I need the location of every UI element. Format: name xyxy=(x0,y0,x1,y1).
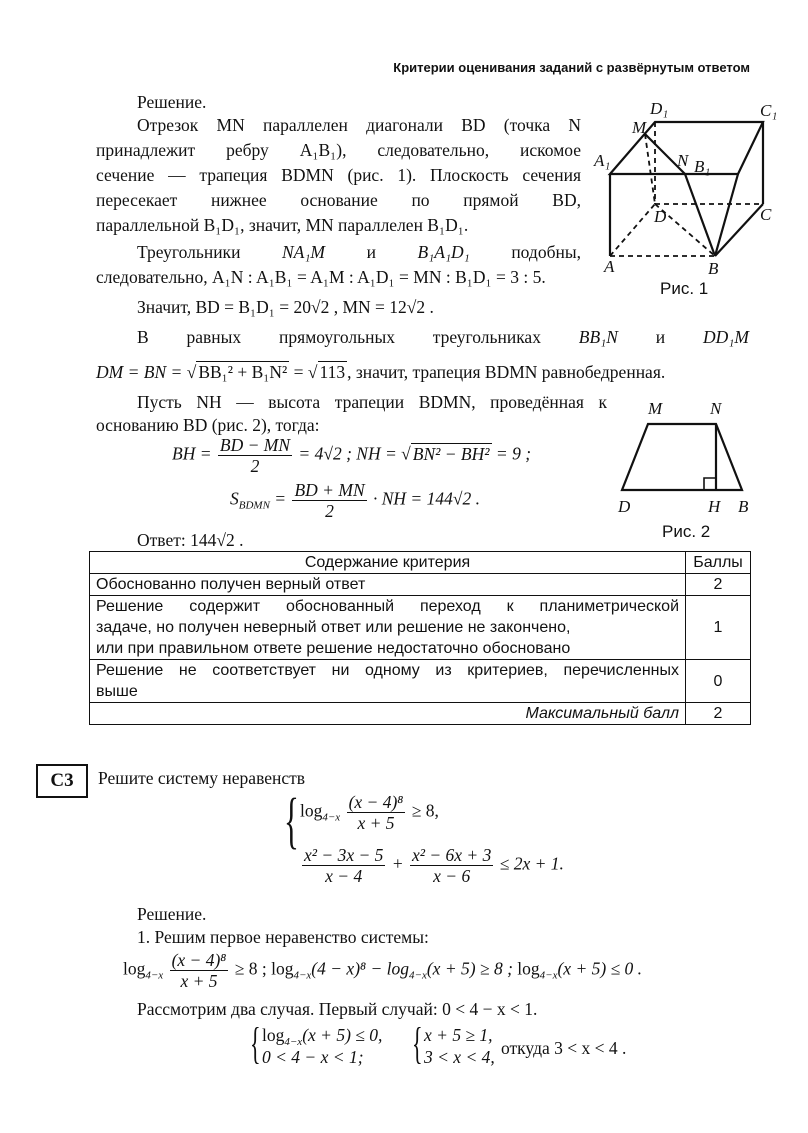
plus: + xyxy=(391,853,404,874)
label-a1: A₁ xyxy=(594,151,611,170)
section-md xyxy=(645,134,655,204)
figure2-trapezoid xyxy=(612,396,762,518)
label-n: N xyxy=(677,151,689,170)
fraction-num: BD − MN xyxy=(219,435,291,455)
task-c3-label: С3 xyxy=(36,764,88,798)
part: (x + 5) ≥ 8 ; xyxy=(426,958,513,979)
page-header: Критерии оценивания заданий с развёрнутым ответом xyxy=(393,60,750,75)
label-d: D xyxy=(654,207,667,226)
right-angle-mark xyxy=(704,478,716,490)
sqrt-sign: √ xyxy=(307,362,318,382)
fraction-den: x − 4 xyxy=(325,866,363,886)
equals: = xyxy=(274,488,287,509)
sqrt-sign: √ xyxy=(186,362,197,382)
formula-rhs: · NH = 144√2 . xyxy=(373,488,480,509)
para4-word: треугольниках xyxy=(432,327,541,347)
part: (x + 5) ≤ 0 . xyxy=(557,958,643,979)
figure2-caption: Рис. 2 xyxy=(662,522,711,541)
log-base: 4−x xyxy=(145,969,164,982)
table-header-row xyxy=(90,552,751,574)
formula-area xyxy=(230,480,480,521)
fraction-num: x² − 6x + 3 xyxy=(411,845,492,865)
fraction xyxy=(218,435,292,476)
formula-end: = 9 ; xyxy=(495,443,532,464)
para2-word: B₁A₁D₁ xyxy=(417,242,470,262)
fraction-den: x + 5 xyxy=(180,971,218,991)
label-c: C xyxy=(760,205,772,224)
log-base: 4−x xyxy=(293,969,312,982)
label-a: A xyxy=(604,257,615,276)
criterion-points: 0 xyxy=(686,660,751,703)
sqrt-sign: √ xyxy=(401,443,411,464)
criterion-text: Обоснованно получен верный ответ xyxy=(90,574,686,596)
part: (x + 5) ≤ 0, xyxy=(302,1025,383,1045)
edge-ad xyxy=(610,204,655,256)
fraction xyxy=(302,845,385,886)
part: ≥ 8 ; xyxy=(234,958,267,979)
section-nb xyxy=(685,174,715,256)
header-points: Баллы xyxy=(686,552,751,574)
c3-solution-label: Решение. xyxy=(137,904,207,924)
system-ineq1 xyxy=(300,792,439,833)
label-h: H xyxy=(708,497,721,516)
area-symbol: S xyxy=(230,488,239,509)
para5-line2: основанию BD (рис. 2), тогда: xyxy=(96,415,320,435)
log: log xyxy=(271,958,294,979)
fraction-num: BD + MN xyxy=(294,480,365,500)
case1-line1 xyxy=(262,1024,382,1046)
fraction-num: x² − 3x − 5 xyxy=(304,845,384,865)
para2-word: Треугольники xyxy=(137,242,241,262)
system-brace: { xyxy=(284,787,299,855)
table-row xyxy=(90,574,751,596)
answer: Ответ: 144√2 . xyxy=(137,530,244,550)
para2-line1 xyxy=(137,240,581,265)
table-row xyxy=(90,660,751,703)
equals: = xyxy=(289,362,308,382)
criterion-text xyxy=(90,596,686,660)
case-system-1 xyxy=(262,1024,382,1068)
sqrt-radicand-113: 113 xyxy=(319,362,346,382)
figure1-caption: Рис. 1 xyxy=(660,279,709,298)
fraction xyxy=(292,480,366,521)
ineq-rhs: ≤ 2x + 1. xyxy=(499,853,564,874)
fraction xyxy=(347,792,406,833)
para2-word: NA₁M xyxy=(281,242,326,262)
para2-line2: следовательно, A₁N : A₁B₁ = A₁M : A₁D₁ = MN : B₁D₁ = 3 : 5. xyxy=(96,267,546,287)
c3-line-a xyxy=(123,950,642,991)
para4-word: равных xyxy=(186,327,242,347)
log: log xyxy=(123,958,146,979)
para2-word: подобны, xyxy=(511,242,581,262)
isosceles-conclusion: , значит, трапеция BDMN равнобедренная. xyxy=(347,362,666,382)
c3-conclusion: откуда 3 < x < 4 . xyxy=(501,1038,627,1058)
fraction-den: 2 xyxy=(325,501,334,521)
trapezoid-bdmn xyxy=(622,424,742,490)
sqrt-radicand: BB₁² + B₁N² xyxy=(198,362,288,382)
label-d: D xyxy=(618,497,631,516)
para4-word: DD₁M xyxy=(703,327,749,347)
table-row xyxy=(90,596,751,660)
log: log xyxy=(517,958,540,979)
fraction-den: x − 6 xyxy=(433,866,471,886)
label-c1: C₁ xyxy=(760,101,778,120)
table-total-row xyxy=(90,703,751,725)
log-base: 4−x xyxy=(322,811,341,824)
para1-line2: принадлежит ребру A₁B₁), следовательно, искомое xyxy=(96,140,581,160)
para4-word: В xyxy=(137,327,149,347)
para1-line3: сечение — трапеция BDMN (рис. 1). Плоскость сечения xyxy=(96,165,581,185)
case2-line1: x + 5 ≥ 1, xyxy=(424,1025,493,1045)
log: log xyxy=(262,1025,285,1045)
case1-line2: 0 < 4 − x < 1; xyxy=(262,1047,364,1067)
log-base: 4−x xyxy=(539,969,558,982)
task-c3-prompt: Решите систему неравенств xyxy=(98,768,306,788)
formula-lhs: BH = xyxy=(172,443,212,464)
para5-line1: Пусть NH — высота трапеции BDMN, проведённая к xyxy=(137,392,607,412)
criterion-line: Решение содержит обоснованный переход к планиметрической xyxy=(96,598,679,615)
c3-cases: Рассмотрим два случая. Первый случай: 0 < 4 − x < 1. xyxy=(137,999,538,1019)
total-points: 2 xyxy=(686,703,751,725)
log-base: 4−x xyxy=(409,969,427,982)
para4-word: BB₁N xyxy=(578,327,618,347)
case-brace-1: { xyxy=(250,1019,261,1068)
formula-mid: = 4√2 ; NH = xyxy=(298,443,397,464)
criterion-points: 2 xyxy=(686,574,751,596)
c3-step1: 1. Решим первое неравенство системы: xyxy=(137,927,429,947)
para1-line5: параллельной B₁D₁, значит, MN параллелен B₁D₁. xyxy=(96,215,469,235)
ineq-rhs: ≥ 8, xyxy=(411,800,439,821)
para4-word: прямоугольных xyxy=(279,327,395,347)
criterion-line: выше xyxy=(96,683,138,700)
formula-bh-nh xyxy=(172,435,531,476)
figure1-prism xyxy=(590,96,790,282)
solution-label: Решение. xyxy=(137,92,207,112)
fraction xyxy=(410,845,493,886)
case-brace-2: { xyxy=(412,1019,423,1068)
criterion-text xyxy=(90,660,686,703)
para3: Значит, BD = B₁D₁ = 20√2 , MN = 12√2 . xyxy=(137,297,434,317)
label-m: M xyxy=(632,118,647,137)
para2-word: и xyxy=(366,242,376,262)
label-b: B xyxy=(708,259,719,278)
dm-bn-expr: DM = BN = xyxy=(96,362,187,382)
header-content: Содержание критерия xyxy=(90,552,686,574)
criterion-line: задаче, но получен неверный ответ или решение не закончено, xyxy=(96,619,571,636)
criterion-line: Решение не соответствует ни одному из критериев, перечисленных xyxy=(96,662,679,679)
label-m: M xyxy=(648,399,663,418)
label-b1: B₁ xyxy=(694,157,711,176)
para4-word: и xyxy=(655,327,666,347)
criterion-line: или при правильном ответе решение недостаточно обосновано xyxy=(96,640,571,657)
fraction-den: x + 5 xyxy=(357,813,395,833)
system-ineq2 xyxy=(300,845,564,886)
fraction-den: 2 xyxy=(250,456,260,476)
area-subscript: BDMN xyxy=(238,499,270,512)
fraction xyxy=(170,950,229,991)
log-base: 4−x xyxy=(284,1036,303,1048)
criteria-table xyxy=(89,551,751,725)
para1-line1: Отрезок MN параллелен диагонали BD (точка N xyxy=(137,115,581,135)
criterion-points: 1 xyxy=(686,596,751,660)
total-label: Максимальный балл xyxy=(90,703,686,725)
case2-line2: 3 < x < 4, xyxy=(424,1047,495,1067)
fraction-num: (x − 4)⁸ xyxy=(348,792,404,812)
part: (4 − x)⁸ − log xyxy=(311,958,410,979)
label-n: N xyxy=(710,399,722,418)
label-b: B xyxy=(738,497,749,516)
para4-line2 xyxy=(96,360,665,385)
para1-line4: пересекает нижнее основание по прямой BD, xyxy=(96,190,581,210)
para4-line1 xyxy=(137,325,749,350)
sqrt-radicand: BN² − BH² xyxy=(412,443,490,464)
label-d1: D₁ xyxy=(650,99,669,118)
fraction-num: (x − 4)⁸ xyxy=(171,950,227,970)
case-system-2 xyxy=(424,1024,495,1068)
log: log xyxy=(300,800,323,821)
